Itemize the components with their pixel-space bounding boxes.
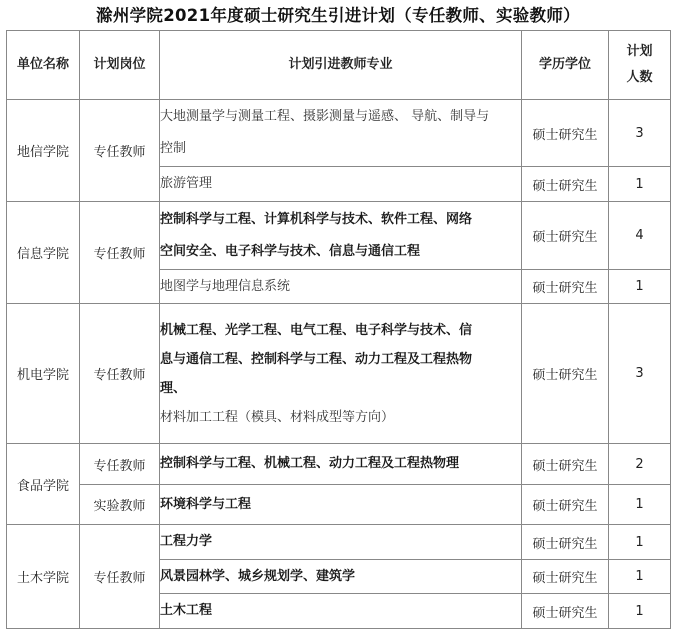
- major-cell: [160, 270, 522, 304]
- count-cell: 1: [609, 525, 671, 560]
- major-line: 地图学与地理信息系统: [160, 278, 291, 294]
- major-line: 控制科学与工程、机械工程、动力工程及工程热物理: [160, 456, 460, 471]
- degree-cell: 硕士研究生: [522, 525, 609, 560]
- degree-cell: 硕士研究生: [522, 304, 609, 444]
- page-title: 滁州学院2021年度硕士研究生引进计划（专任教师、实验教师）: [96, 6, 580, 25]
- header-position: 计划岗位: [80, 31, 160, 100]
- header-degree: 学历学位: [522, 31, 609, 100]
- position-cell: 专任教师: [80, 444, 160, 485]
- header-unit: 单位名称: [7, 31, 80, 100]
- major-cell: [160, 485, 522, 525]
- table-row: [7, 444, 671, 485]
- position-cell: 专任教师: [80, 525, 160, 629]
- major-cell: [160, 444, 522, 485]
- major-line: 理、: [160, 380, 187, 396]
- major-line: 风景园林学、城乡规划学、建筑学: [160, 568, 356, 584]
- count-cell: 4: [609, 202, 671, 270]
- degree-cell: 硕士研究生: [522, 270, 609, 304]
- unit-cell: 地信学院: [7, 100, 80, 202]
- table-row: [7, 525, 671, 560]
- table-row: [7, 100, 671, 167]
- major-line: 控制: [160, 141, 187, 156]
- major-line: 机械工程、光学工程、电气工程、电子科学与技术、信: [160, 322, 473, 338]
- count-cell: 1: [609, 167, 671, 202]
- major-line: 空间安全、电子科学与技术、信息与通信工程: [160, 243, 421, 259]
- degree-cell: 硕士研究生: [522, 560, 609, 594]
- major-cell: [160, 167, 522, 202]
- major-line: 土木工程: [160, 603, 213, 618]
- major-line: 息与通信工程、控制科学与工程、动力工程及工程热物: [160, 351, 473, 367]
- header-count-line1: 计划: [626, 44, 653, 59]
- major-cell: [160, 304, 522, 444]
- major-cell: [160, 525, 522, 560]
- count-cell: 1: [609, 560, 671, 594]
- major-line: 环境科学与工程: [160, 496, 252, 512]
- degree-cell: 硕士研究生: [522, 485, 609, 525]
- degree-cell: 硕士研究生: [522, 100, 609, 167]
- major-line: 大地测量学与测量工程、摄影测量与遥感、 导航、制导与: [160, 109, 490, 124]
- degree-cell: 硕士研究生: [522, 444, 609, 485]
- recruitment-plan-table: [6, 30, 671, 629]
- position-cell: 实验教师: [80, 485, 160, 525]
- table-row: [7, 304, 671, 444]
- count-cell: 3: [609, 100, 671, 167]
- count-cell: 3: [609, 304, 671, 444]
- major-line: 控制科学与工程、计算机科学与技术、软件工程、网络: [160, 211, 473, 227]
- table-header-row: [7, 31, 671, 100]
- major-cell: [160, 560, 522, 594]
- count-cell: 1: [609, 485, 671, 525]
- unit-cell: 食品学院: [7, 444, 80, 525]
- unit-cell: 机电学院: [7, 304, 80, 444]
- major-line: 旅游管理: [160, 176, 213, 191]
- header-count-line2: 人数: [626, 70, 653, 85]
- major-line: 工程力学: [160, 534, 213, 549]
- degree-cell: 硕士研究生: [522, 202, 609, 270]
- table-row: [7, 485, 671, 525]
- position-cell: 专任教师: [80, 304, 160, 444]
- position-cell: 专任教师: [80, 202, 160, 304]
- degree-cell: 硕士研究生: [522, 594, 609, 629]
- major-cell: [160, 594, 522, 629]
- table-row: [7, 202, 671, 270]
- count-cell: 2: [609, 444, 671, 485]
- degree-cell: 硕士研究生: [522, 167, 609, 202]
- unit-cell: 信息学院: [7, 202, 80, 304]
- header-count: [609, 31, 671, 100]
- unit-cell: 土木学院: [7, 525, 80, 629]
- major-cell: [160, 202, 522, 270]
- header-major: 计划引进教师专业: [160, 31, 522, 100]
- major-cell: [160, 100, 522, 167]
- position-cell: 专任教师: [80, 100, 160, 202]
- major-line: 材料加工工程（模具、材料成型等方向）: [160, 409, 395, 425]
- count-cell: 1: [609, 594, 671, 629]
- count-cell: 1: [609, 270, 671, 304]
